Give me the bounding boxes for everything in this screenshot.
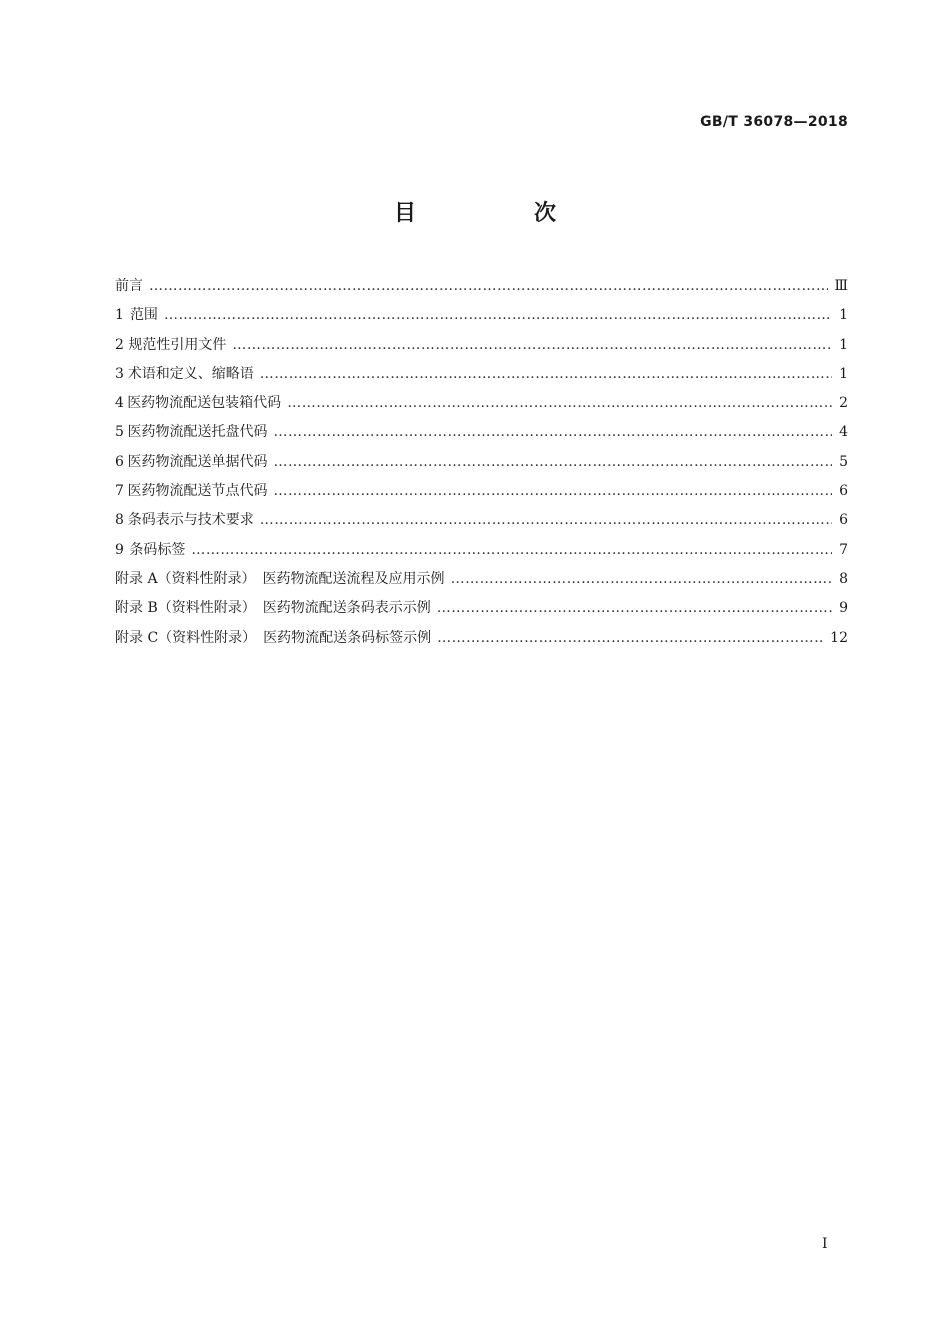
toc-entry-5[interactable] xyxy=(115,418,848,447)
toc-entry-3[interactable] xyxy=(115,360,848,389)
page-number: Ⅰ xyxy=(822,1236,828,1252)
toc-page: 1 xyxy=(839,365,848,382)
toc-leader xyxy=(260,360,832,389)
toc-leader xyxy=(232,331,832,360)
toc-page: 12 xyxy=(830,629,848,646)
toc-entry-appendix-a[interactable] xyxy=(115,565,848,594)
toc-page: 5 xyxy=(839,453,848,470)
standard-code: GB/T 36078—2018 xyxy=(700,114,848,130)
toc-label: 条码表示与技术要求 xyxy=(127,512,254,529)
toc-number: 3 xyxy=(115,365,124,382)
toc-entry-2[interactable] xyxy=(115,331,848,360)
toc-label: 医药物流配送单据代码 xyxy=(127,453,268,470)
toc-entry-1[interactable] xyxy=(115,301,848,330)
toc-leader xyxy=(274,448,833,477)
toc-entry-9[interactable] xyxy=(115,536,848,565)
toc-number: 1 xyxy=(115,307,124,324)
toc-page: 8 xyxy=(839,570,848,587)
toc-entry-appendix-b[interactable] xyxy=(115,594,848,623)
toc-number: 6 xyxy=(115,453,124,470)
toc-page: 4 xyxy=(839,424,848,441)
toc-leader xyxy=(437,594,832,623)
toc-entry-7[interactable] xyxy=(115,477,848,506)
toc-label: 医药物流配送包装箱代码 xyxy=(127,395,282,412)
toc-label: 附录 A（资料性附录） 医药物流配送流程及应用示例 xyxy=(115,570,445,587)
toc-label: 术语和定义、缩略语 xyxy=(127,365,254,382)
toc-leader xyxy=(437,624,824,653)
toc-label: 医药物流配送节点代码 xyxy=(127,483,268,500)
toc-entry-8[interactable] xyxy=(115,506,848,535)
toc-leader xyxy=(274,477,833,506)
table-of-contents xyxy=(115,272,848,653)
page-title: 目 次 xyxy=(393,201,604,226)
toc-number: 9 xyxy=(115,541,124,558)
toc-page: 1 xyxy=(839,336,848,353)
toc-leader xyxy=(451,565,832,594)
toc-leader xyxy=(191,536,832,565)
toc-leader xyxy=(164,301,832,330)
toc-entry-appendix-c[interactable] xyxy=(115,624,848,653)
toc-entry-6[interactable] xyxy=(115,448,848,477)
toc-leader xyxy=(260,506,832,535)
toc-leader xyxy=(149,272,828,301)
toc-label: 范围 xyxy=(129,307,158,324)
toc-page: 9 xyxy=(839,600,848,617)
toc-label: 规范性引用文件 xyxy=(128,336,227,353)
toc-page: 6 xyxy=(839,512,848,529)
toc-entry-preface[interactable] xyxy=(115,272,848,301)
toc-number: 8 xyxy=(115,512,124,529)
toc-page: 2 xyxy=(839,395,848,412)
toc-leader xyxy=(287,389,832,418)
toc-label: 附录 C（资料性附录） 医药物流配送条码标签示例 xyxy=(115,629,432,646)
toc-page: 1 xyxy=(839,307,848,324)
toc-entry-4[interactable] xyxy=(115,389,848,418)
toc-number: 5 xyxy=(115,424,124,441)
toc-label: 医药物流配送托盘代码 xyxy=(127,424,268,441)
toc-leader xyxy=(274,418,833,447)
toc-label: 条码标签 xyxy=(129,541,186,558)
toc-label: 前言 xyxy=(115,278,143,294)
toc-number: 7 xyxy=(115,483,124,500)
toc-label: 附录 B（资料性附录） 医药物流配送条码表示示例 xyxy=(115,600,431,617)
toc-page: 6 xyxy=(839,483,848,500)
toc-page: 7 xyxy=(839,541,848,558)
toc-number: 4 xyxy=(115,395,124,412)
toc-number: 2 xyxy=(115,336,124,353)
toc-page: Ⅲ xyxy=(834,278,848,294)
